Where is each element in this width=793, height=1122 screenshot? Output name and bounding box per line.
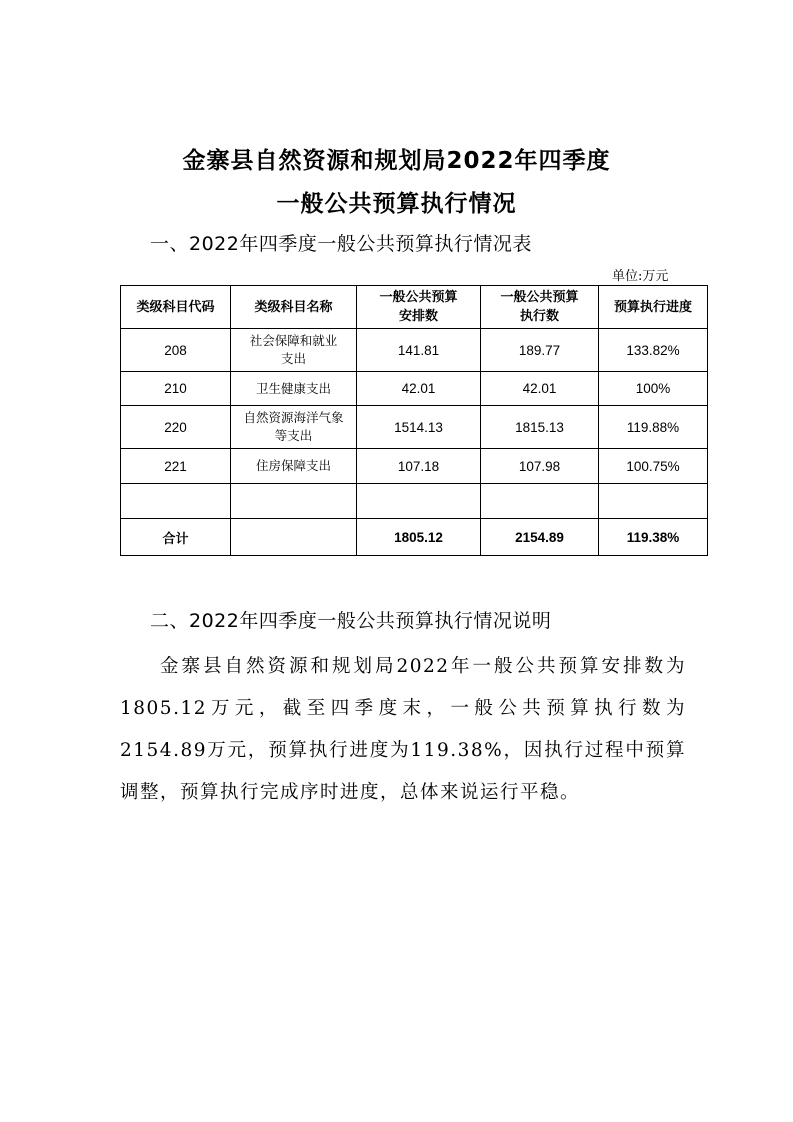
cell-budget: 141.81 xyxy=(357,329,481,372)
cell-code: 210 xyxy=(121,372,231,406)
document-title-line-1: 金寨县自然资源和规划局2022年四季度 xyxy=(182,148,611,174)
total-progress: 119.38% xyxy=(599,519,708,556)
header-progress: 预算执行进度 xyxy=(599,286,708,329)
table-row-empty xyxy=(121,484,708,519)
cell-executed: 189.77 xyxy=(481,329,599,372)
total-name xyxy=(231,519,357,556)
cell-budget xyxy=(357,484,481,519)
table-header-row xyxy=(121,286,708,329)
section-1-heading: 一、2022年四季度一般公共预算执行情况表 xyxy=(150,233,532,255)
header-executed: 一般公共预算 执行数 xyxy=(481,286,599,329)
cell-code xyxy=(121,484,231,519)
cell-name: 社会保障和就业 支出 xyxy=(231,329,357,372)
table-row xyxy=(121,406,708,449)
cell-progress: 100% xyxy=(599,372,708,406)
total-label: 合计 xyxy=(121,519,231,556)
table-row xyxy=(121,449,708,484)
table-total-row xyxy=(121,519,708,556)
cell-progress: 119.88% xyxy=(599,406,708,449)
cell-executed: 1815.13 xyxy=(481,406,599,449)
cell-name: 住房保障支出 xyxy=(231,449,357,484)
cell-name: 自然资源海洋气象 等支出 xyxy=(231,406,357,449)
cell-name xyxy=(231,484,357,519)
cell-progress: 100.75% xyxy=(599,449,708,484)
cell-executed: 107.98 xyxy=(481,449,599,484)
unit-label: 单位:万元 xyxy=(612,269,669,284)
cell-progress xyxy=(599,484,708,519)
cell-executed xyxy=(481,484,599,519)
cell-progress: 133.82% xyxy=(599,329,708,372)
cell-name: 卫生健康支出 xyxy=(231,372,357,406)
cell-budget: 42.01 xyxy=(357,372,481,406)
budget-execution-table xyxy=(120,285,708,556)
cell-budget: 107.18 xyxy=(357,449,481,484)
total-budget: 1805.12 xyxy=(357,519,481,556)
cell-code: 208 xyxy=(121,329,231,372)
header-name: 类级科目名称 xyxy=(231,286,357,329)
header-budget: 一般公共预算 安排数 xyxy=(357,286,481,329)
cell-executed: 42.01 xyxy=(481,372,599,406)
document-title-line-2: 一般公共预算执行情况 xyxy=(276,191,517,217)
cell-budget: 1514.13 xyxy=(357,406,481,449)
table-row xyxy=(121,329,708,372)
header-code: 类级科目代码 xyxy=(121,286,231,329)
cell-code: 220 xyxy=(121,406,231,449)
section-2-heading: 二、2022年四季度一般公共预算执行情况说明 xyxy=(150,610,552,632)
explanation-paragraph: 金寨县自然资源和规划局2022年一般公共预算安排数为1805.12万元，截至四季度末，一般公共预算执行数为2154.89万元，预算执行进度为119.38%，因执行过程中预算调整，预算执行完成序时进度，总体来说运行平稳。 xyxy=(120,656,686,803)
table-row xyxy=(121,372,708,406)
cell-code: 221 xyxy=(121,449,231,484)
total-executed: 2154.89 xyxy=(481,519,599,556)
